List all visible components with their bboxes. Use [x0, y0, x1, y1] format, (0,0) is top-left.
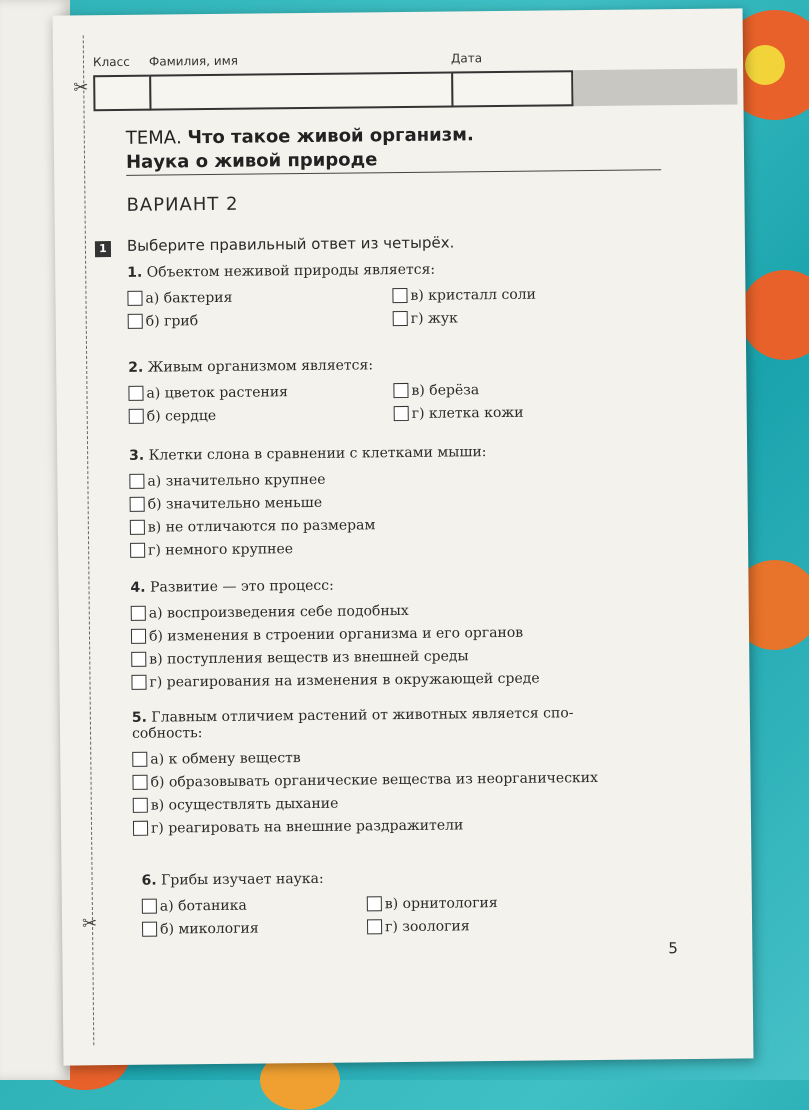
- option[interactable]: в) орнитология: [367, 890, 607, 916]
- option[interactable]: а) воспроизведения себе подобных: [131, 598, 539, 625]
- answer-checkbox[interactable]: [132, 775, 147, 790]
- task-number: 1: [95, 241, 111, 257]
- question-title: 2. Живым организмом является:: [128, 357, 374, 376]
- option[interactable]: в) осуществлять дыхание: [133, 789, 599, 817]
- question-3: [129, 444, 488, 562]
- variant-label: ВАРИАНТ 2: [126, 193, 239, 216]
- option[interactable]: в) кристалл соли: [392, 282, 632, 308]
- option[interactable]: г) зоология: [367, 913, 607, 939]
- answer-checkbox[interactable]: [128, 386, 143, 401]
- question-title: 1. Объектом неживой природы является:: [127, 261, 436, 281]
- option[interactable]: г) немного крупнее: [130, 535, 488, 562]
- scissors-icon: ✂: [81, 913, 98, 935]
- header-fields: [93, 69, 733, 110]
- answer-checkbox[interactable]: [131, 652, 146, 667]
- option[interactable]: г) реагирования на изменения в окружающей среде: [131, 667, 539, 694]
- class-field[interactable]: [93, 75, 151, 112]
- class-label: Класс: [92, 54, 130, 70]
- answer-checkbox[interactable]: [393, 383, 408, 398]
- option[interactable]: б) образовывать органические вещества из неорганических: [132, 766, 598, 794]
- option[interactable]: в) берёза: [393, 377, 633, 403]
- date-field[interactable]: [451, 70, 573, 107]
- option[interactable]: г) клетка кожи: [394, 400, 634, 426]
- page-number: 5: [668, 939, 678, 958]
- answer-checkbox[interactable]: [127, 291, 142, 306]
- theme-title-line2: Наука о живой природе: [125, 149, 378, 173]
- answer-checkbox[interactable]: [367, 896, 382, 911]
- option[interactable]: а) цветок растения: [128, 379, 393, 405]
- option[interactable]: б) гриб: [128, 307, 393, 333]
- question-title: 6. Грибы изучает наука:: [141, 870, 324, 889]
- answer-checkbox[interactable]: [130, 497, 145, 512]
- answer-checkbox[interactable]: [132, 752, 147, 767]
- name-label: Фамилия, имя: [148, 53, 238, 69]
- answer-checkbox[interactable]: [133, 798, 148, 813]
- answer-checkbox[interactable]: [130, 520, 145, 535]
- name-field[interactable]: [149, 71, 453, 110]
- question-title: 4. Развитие — это процесс:: [130, 577, 334, 596]
- background-flower: [745, 45, 785, 85]
- task-instruction: Выберите правильный ответ из четырёх.: [126, 233, 455, 255]
- cut-line: [81, 35, 98, 1045]
- theme-title-line1: Что такое живой организм.: [187, 124, 474, 149]
- option[interactable]: б) изменения в строении организма и его органов: [131, 621, 539, 648]
- answer-checkbox[interactable]: [142, 922, 157, 937]
- option[interactable]: г) жук: [393, 305, 633, 331]
- option[interactable]: б) значительно меньше: [130, 489, 488, 516]
- answer-checkbox[interactable]: [393, 311, 408, 326]
- answer-checkbox[interactable]: [130, 543, 145, 558]
- option[interactable]: в) не отличаются по размерам: [130, 512, 488, 539]
- answer-checkbox[interactable]: [129, 409, 144, 424]
- option[interactable]: а) ботаника: [142, 892, 367, 917]
- background-flower: [740, 270, 809, 360]
- option[interactable]: а) значительно крупнее: [129, 466, 487, 493]
- option[interactable]: а) к обмену веществ: [132, 743, 598, 771]
- question-2: [128, 355, 634, 428]
- question-title: 3. Клетки слона в сравнении с клетками мыши:: [129, 444, 487, 464]
- answer-checkbox[interactable]: [142, 899, 157, 914]
- question-5: [132, 705, 599, 840]
- option[interactable]: б) микология: [142, 915, 367, 940]
- answer-checkbox[interactable]: [131, 629, 146, 644]
- answer-checkbox[interactable]: [131, 606, 146, 621]
- answer-checkbox[interactable]: [392, 288, 407, 303]
- date-label: Дата: [450, 51, 483, 66]
- answer-checkbox[interactable]: [133, 821, 148, 836]
- answer-checkbox[interactable]: [131, 675, 146, 690]
- option[interactable]: г) реагировать на внешние раздражители: [133, 812, 599, 840]
- question-6: [142, 868, 608, 941]
- theme-title: [126, 123, 474, 175]
- answer-checkbox[interactable]: [129, 474, 144, 489]
- theme-prefix: ТЕМА.: [125, 127, 182, 149]
- worksheet-page: [53, 8, 754, 1065]
- question-title: 5. Главным отличием растений от животных является спо- собность:: [131, 705, 574, 742]
- option[interactable]: б) сердце: [129, 402, 394, 428]
- question-1: [127, 260, 633, 333]
- answer-checkbox[interactable]: [394, 406, 409, 421]
- question-4: [130, 576, 539, 694]
- answer-checkbox[interactable]: [367, 919, 382, 934]
- option[interactable]: в) поступления веществ из внешней среды: [131, 644, 539, 671]
- header-shade: [573, 68, 737, 106]
- answer-checkbox[interactable]: [128, 314, 143, 329]
- option[interactable]: а) бактерия: [127, 284, 392, 310]
- scissors-icon: ✂: [73, 77, 89, 99]
